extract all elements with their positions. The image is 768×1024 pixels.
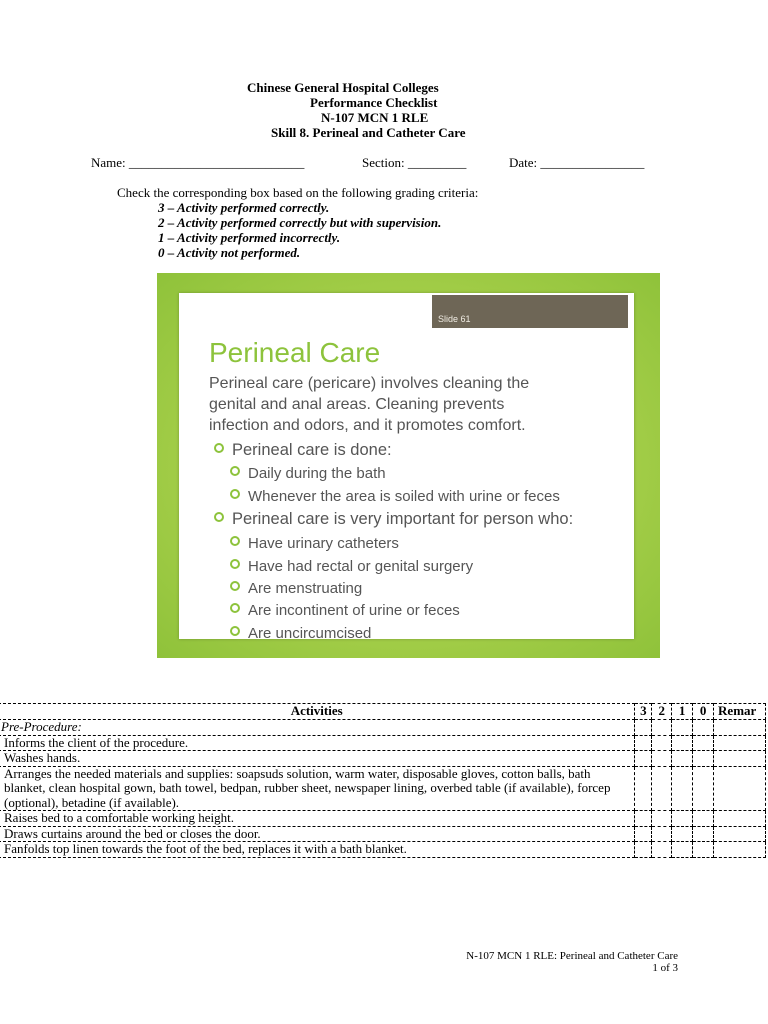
slide-intro-line: infection and odors, and it promotes comfort. (209, 417, 526, 434)
remarks-cell[interactable] (714, 751, 766, 767)
score-2-checkbox[interactable] (652, 735, 672, 751)
score-0-checkbox[interactable] (693, 751, 714, 767)
bullet-icon (230, 559, 240, 569)
activity-cell: Washes hands. (0, 751, 635, 767)
slide-intro-line: Perineal care (pericare) involves cleaning the (209, 375, 530, 392)
course-code: N-107 MCN 1 RLE (321, 110, 429, 125)
remarks-cell[interactable] (714, 720, 766, 736)
slide-content (179, 293, 634, 642)
criteria-item: 1 – Activity performed incorrectly. (158, 230, 341, 245)
date-field: Date: ________________ (509, 155, 645, 170)
page-number: 1 of 3 (652, 962, 678, 974)
section-field: Section: _________ (362, 155, 467, 170)
score-3-checkbox[interactable] (635, 735, 652, 751)
footer-title: N-107 MCN 1 RLE: Perineal and Catheter Care (466, 950, 678, 962)
table-row (0, 751, 766, 767)
table-header-row (0, 704, 766, 720)
slide-bullet-text: Have urinary catheters (248, 535, 399, 552)
slide-bullet (230, 602, 460, 619)
score-1-checkbox[interactable] (672, 811, 693, 827)
bullet-icon (230, 626, 240, 636)
score-3-checkbox[interactable] (635, 720, 652, 736)
table-row (0, 842, 766, 858)
score-1-checkbox[interactable] (672, 826, 693, 842)
score-1-checkbox[interactable] (672, 720, 693, 736)
criteria-item: 0 – Activity not performed. (158, 245, 301, 260)
slide-bullet (230, 465, 386, 482)
bullet-icon (230, 603, 240, 613)
slide-bullet (230, 580, 362, 597)
score-3-checkbox[interactable] (635, 811, 652, 827)
score-2-checkbox[interactable] (652, 720, 672, 736)
slide-title: Perineal Care (209, 337, 381, 368)
score-0-checkbox[interactable] (693, 766, 714, 811)
slide-number: Slide 61 (438, 314, 471, 324)
bullet-icon (230, 536, 240, 546)
remarks-cell[interactable] (714, 766, 766, 811)
slide-bullet-text: Perineal care is very important for person who: (232, 510, 574, 528)
score-2-checkbox[interactable] (652, 826, 672, 842)
slide-bullet-text: Are uncircumcised (248, 625, 372, 642)
score-0-checkbox[interactable] (693, 735, 714, 751)
score-1-checkbox[interactable] (672, 735, 693, 751)
slide-bullet (230, 625, 371, 642)
slide-bullet-text: Have had rectal or genital surgery (248, 558, 474, 575)
school-name: Chinese General Hospital Colleges (247, 80, 439, 95)
criteria-item: 3 – Activity performed correctly. (158, 200, 330, 215)
bullet-icon (214, 512, 224, 522)
score-0-checkbox[interactable] (693, 826, 714, 842)
score-3-checkbox[interactable] (635, 826, 652, 842)
column-header-activities: Activities (0, 704, 635, 720)
score-3-checkbox[interactable] (635, 842, 652, 858)
column-header-1: 1 (672, 704, 693, 720)
slide-bullet (230, 535, 399, 552)
score-2-checkbox[interactable] (652, 842, 672, 858)
slide-bullet-text: Perineal care is done: (232, 441, 392, 459)
table-row (0, 735, 766, 751)
remarks-cell[interactable] (714, 811, 766, 827)
score-0-checkbox[interactable] (693, 720, 714, 736)
score-2-checkbox[interactable] (652, 811, 672, 827)
score-2-checkbox[interactable] (652, 751, 672, 767)
slide-bullet (214, 441, 392, 460)
table-row (0, 720, 766, 736)
slide-bullet (230, 488, 560, 505)
activity-cell: Draws curtains around the bed or closes the door. (0, 826, 635, 842)
slide-bullet-text: Whenever the area is soiled with urine or feces (248, 488, 560, 505)
slide-bullet-text: Daily during the bath (248, 465, 386, 482)
score-1-checkbox[interactable] (672, 842, 693, 858)
skill-title: Skill 8. Perineal and Catheter Care (271, 125, 466, 140)
column-header-0: 0 (693, 704, 714, 720)
slide-bullet-text: Are incontinent of urine or feces (248, 602, 460, 619)
slide-bullet-text: Are menstruating (248, 580, 363, 597)
document-type: Performance Checklist (310, 95, 438, 110)
criteria-intro: Check the corresponding box based on the following grading criteria: (117, 185, 479, 200)
bullet-icon (230, 466, 240, 476)
name-field: Name: ___________________________ (91, 155, 305, 170)
slide-number-tag (432, 295, 628, 328)
score-1-checkbox[interactable] (672, 751, 693, 767)
slide-bullet (230, 558, 473, 575)
bullet-icon (230, 581, 240, 591)
score-0-checkbox[interactable] (693, 842, 714, 858)
checklist-table (0, 703, 766, 858)
remarks-cell[interactable] (714, 826, 766, 842)
score-1-checkbox[interactable] (672, 766, 693, 811)
score-2-checkbox[interactable] (652, 766, 672, 811)
table-row (0, 811, 766, 827)
activity-cell: Fanfolds top linen towards the foot of the bed, replaces it with a bath blanket. (0, 842, 635, 858)
activity-cell: Arranges the needed materials and supplies: soapsuds solution, warm water, disposable gloves, cotton balls, bath blanket, clean hospital gown, bath towel, bedpan, rubber sheet, newspaper lining, overbed table (if available), forcep (optional), betadine (if available). (0, 766, 635, 811)
bullet-icon (230, 489, 240, 499)
column-header-2: 2 (652, 704, 672, 720)
slide-bullet (214, 510, 573, 529)
slide-intro-line: genital and anal areas. Cleaning prevents (209, 396, 505, 413)
score-3-checkbox[interactable] (635, 751, 652, 767)
column-header-3: 3 (635, 704, 652, 720)
table-row (0, 826, 766, 842)
section-label: Pre-Procedure: (0, 720, 635, 736)
perineal-care-slide (157, 273, 660, 658)
remarks-cell[interactable] (714, 842, 766, 858)
remarks-cell[interactable] (714, 735, 766, 751)
table-row (0, 766, 766, 811)
score-0-checkbox[interactable] (693, 811, 714, 827)
column-header-remarks: Remar (714, 704, 766, 720)
bullet-icon (214, 443, 224, 453)
activity-cell: Raises bed to a comfortable working height. (0, 811, 635, 827)
score-3-checkbox[interactable] (635, 766, 652, 811)
activity-cell: Informs the client of the procedure. (0, 735, 635, 751)
criteria-item: 2 – Activity performed correctly but with supervision. (158, 215, 442, 230)
